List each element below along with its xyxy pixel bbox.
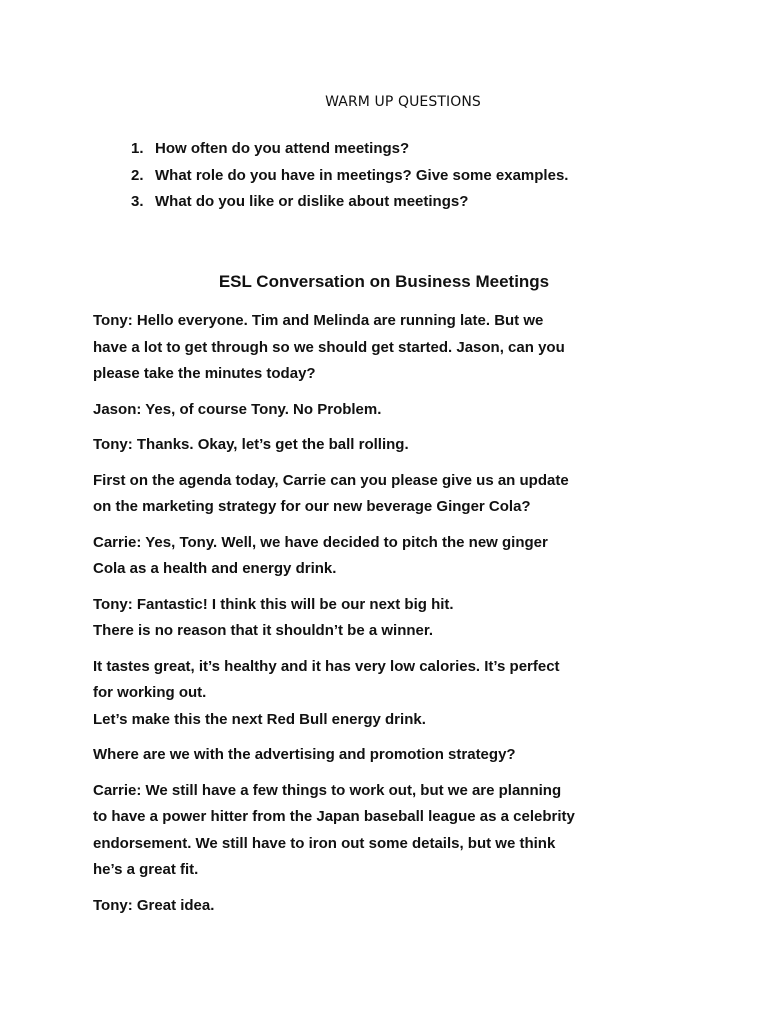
question-text: How often do you attend meetings? [155, 140, 410, 157]
dialogue-paragraph [93, 742, 713, 769]
text-line: he’s a great fit. [93, 861, 199, 878]
dialogue-paragraph [93, 468, 713, 521]
text-line: to have a power hitter from the Japan baseball league as a celebrity [93, 808, 575, 825]
question-item [131, 189, 568, 216]
conversation-body [93, 308, 713, 928]
dialogue-paragraph [93, 893, 713, 920]
text-line: Tony: Fantastic! I think this will be our next big hit. [93, 595, 454, 613]
warm-up-title: WARM UP QUESTIONS [325, 94, 481, 110]
text-line: endorsement. We still have to iron out some details, but we think [93, 834, 556, 852]
text-line: Carrie: We still have a few things to work out, but we are planning [93, 781, 562, 799]
text-line: Carrie: Yes, Tony. Well, we have decided to pitch the new ginger [93, 533, 548, 551]
question-number: 1. [131, 140, 144, 157]
text-line: There is no reason that it shouldn’t be a winner. [93, 622, 434, 639]
question-text: What do you like or dislike about meetings? [155, 193, 469, 210]
dialogue-paragraph [93, 432, 713, 459]
text-line: Jason: Yes, of course Tony. No Problem. [93, 400, 382, 418]
dialogue-paragraph [93, 778, 713, 884]
warm-up-question-list [131, 136, 568, 216]
dialogue-paragraph [93, 308, 713, 388]
text-line: have a lot to get through so we should get started. Jason, can you [93, 338, 565, 356]
question-item [131, 136, 568, 163]
question-text: What role do you have in meetings? Give some examples. [155, 166, 569, 184]
dialogue-paragraph [93, 654, 713, 734]
dialogue-paragraph [93, 592, 713, 645]
text-line: Cola as a health and energy drink. [93, 560, 337, 577]
text-line: First on the agenda today, Carrie can you please give us an update [93, 471, 569, 489]
dialogue-paragraph [93, 530, 713, 583]
text-line: Tony: Hello everyone. Tim and Melinda are running late. But we [93, 312, 544, 329]
text-line: It tastes great, it’s healthy and it has very low calories. It’s perfect [93, 657, 560, 675]
conversation-title: ESL Conversation on Business Meetings [218, 272, 550, 291]
text-line: for working out. [93, 684, 207, 701]
text-line: please take the minutes today? [93, 365, 316, 382]
text-line: Tony: Thanks. Okay, let’s get the ball rolling. [93, 436, 409, 453]
question-number: 2. [131, 166, 144, 184]
dialogue-paragraph [93, 397, 713, 424]
question-item [131, 163, 568, 190]
text-line: Where are we with the advertising and promotion strategy? [93, 746, 516, 763]
text-line: Tony: Great idea. [93, 896, 215, 914]
text-line: Let’s make this the next Red Bull energy drink. [93, 710, 426, 728]
text-line: on the marketing strategy for our new beverage Ginger Cola? [93, 498, 531, 515]
question-number: 3. [131, 193, 144, 210]
